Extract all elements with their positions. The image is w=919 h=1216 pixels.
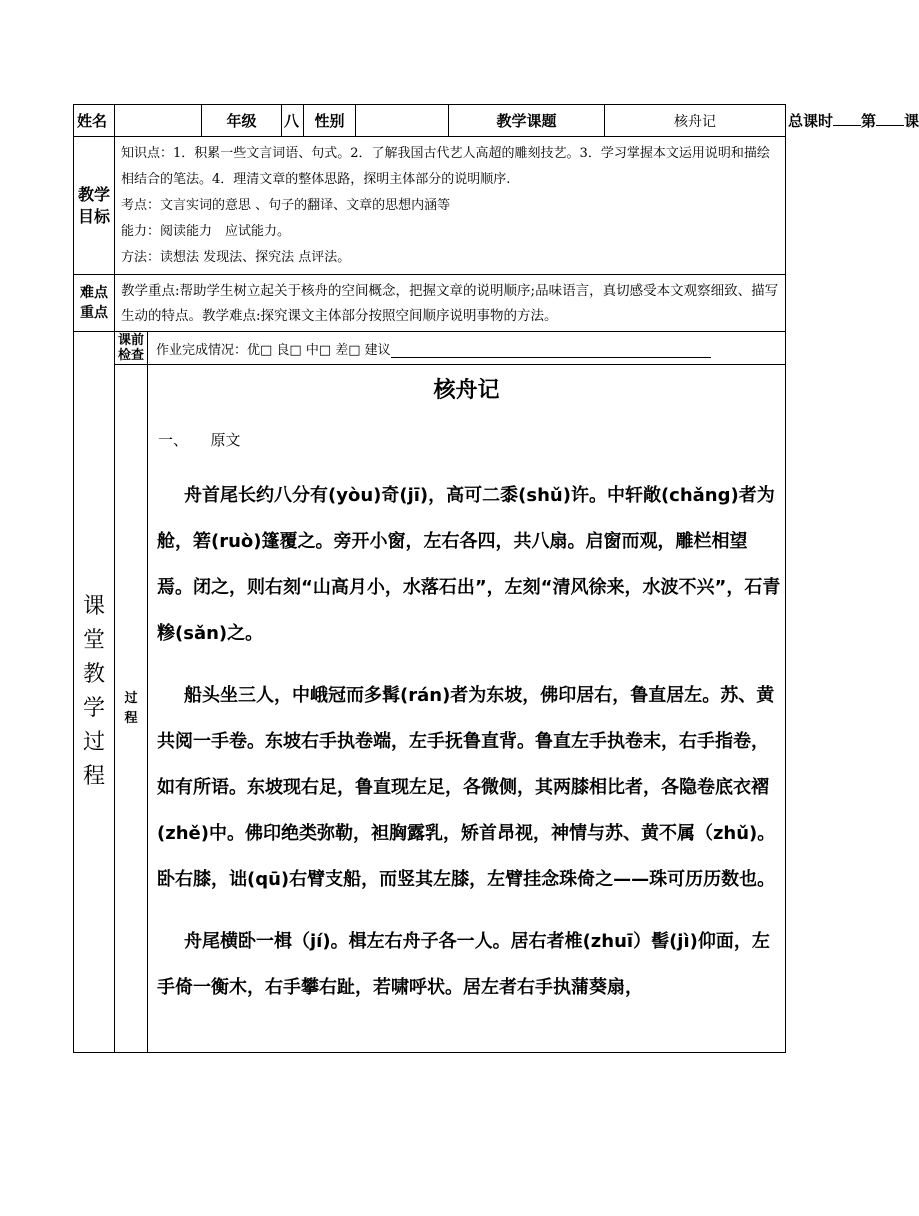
lesson-plan-table (73, 104, 919, 1053)
name-value[interactable] (115, 105, 202, 137)
grade-value: 八 (282, 105, 304, 137)
precheck-content (148, 332, 786, 365)
difficulty-content (115, 275, 786, 332)
exam-points: 考点：文言实词的意思 、句子的翻译、文章的思想内涵等 (121, 197, 451, 213)
content-title: 核舟记 (433, 378, 500, 403)
methods: 方法：读想法 发现法、探究法 点评法。 (121, 249, 351, 265)
name-label: 姓名 (74, 105, 115, 137)
precheck-text: 作业完成情况：优□ 良□ 中□ 差□ 建议 (156, 342, 391, 358)
difficulty-label: 难点重点 (74, 275, 115, 332)
paragraph-3: 舟尾横卧一楫（jí)。楫左右舟子各一人。居右者椎(zhuī）髻(jì)仰面，左手倚一衡木，右手攀右趾，若啸呼状。居左者右手执蒲葵扇， (157, 931, 770, 998)
gender-label: 性别 (304, 105, 356, 137)
knowledge-points: 知识点：1．积累一些文言词语、句式。2．了解我国古代艺人高超的雕刻技艺。3．学习掌握本文运用说明和描绘相结合的笔法。4．理清文章的整体思路，探明主体部分的说明顺序. (121, 145, 770, 187)
gender-value[interactable] (356, 105, 449, 137)
grade-label: 年级 (202, 105, 282, 137)
step-label: 过程 (115, 365, 148, 1053)
objectives-content (115, 137, 786, 275)
topic-label: 教学课题 (449, 105, 605, 137)
lesson-plan-sheet (73, 104, 919, 1053)
lesson-content (148, 365, 786, 1053)
ability: 能力：阅读能力 应试能力。 (121, 223, 291, 239)
difficulty-text: 教学重点:帮助学生树立起关于核舟的空间概念，把握文章的说明顺序;品味语言，真切感受本文观察细致、描写生动的特点。教学难点:探究课文主体部分按照空间顺序说明事物的方法。 (121, 283, 779, 324)
process-label: 课堂教学过程 (74, 332, 115, 1053)
header-row: 姓名 年级 八 性别 教学课题 核舟记 总课时 第 课 (74, 105, 786, 137)
precheck-label: 课前检查 (115, 332, 148, 365)
objectives-row (74, 137, 786, 275)
objectives-label: 教学目标 (74, 137, 115, 275)
lesson-blank[interactable] (876, 111, 904, 126)
section-heading: 一、 原文 (158, 431, 241, 449)
topic-value: 核舟记 (605, 105, 786, 137)
total-blank[interactable] (833, 111, 861, 126)
paragraph-2: 船头坐三人，中峨冠而多髯(rán)者为东坡，佛印居右，鲁直居左。苏、黄共阅一手卷。东坡右手执卷端，左手抚鲁直背。鲁直左手执卷末，右手指卷，如有所语。东坡现右足，鲁直现左足，各微侧，其两膝相比者，各隐卷底衣褶(zhě)中。佛印绝类弥勒，袒胸露乳，矫首昂视，神情与苏、黄不属（zhǔ)。卧右膝，诎(qū)右臂支船，而竖其左膝，左臂挂念珠倚之——珠可历历数也。 (157, 685, 776, 890)
process-row (74, 365, 786, 1053)
difficulty-row (74, 275, 786, 332)
precheck-row (74, 332, 786, 365)
paragraph-1: 舟首尾长约八分有(yòu)奇(jī)，高可二黍(shǔ)许。中轩敞(chǎng)者为舱，箬(ruò)篷覆之。旁开小窗，左右各四，共八扇。启窗而观，雕栏相望焉。闭之，则右刻“山高月小，水落石出”，左刻“清风徐来，水波不兴”，石青糁(sǎn)之。 (157, 485, 781, 644)
suggestion-blank[interactable] (391, 343, 711, 358)
